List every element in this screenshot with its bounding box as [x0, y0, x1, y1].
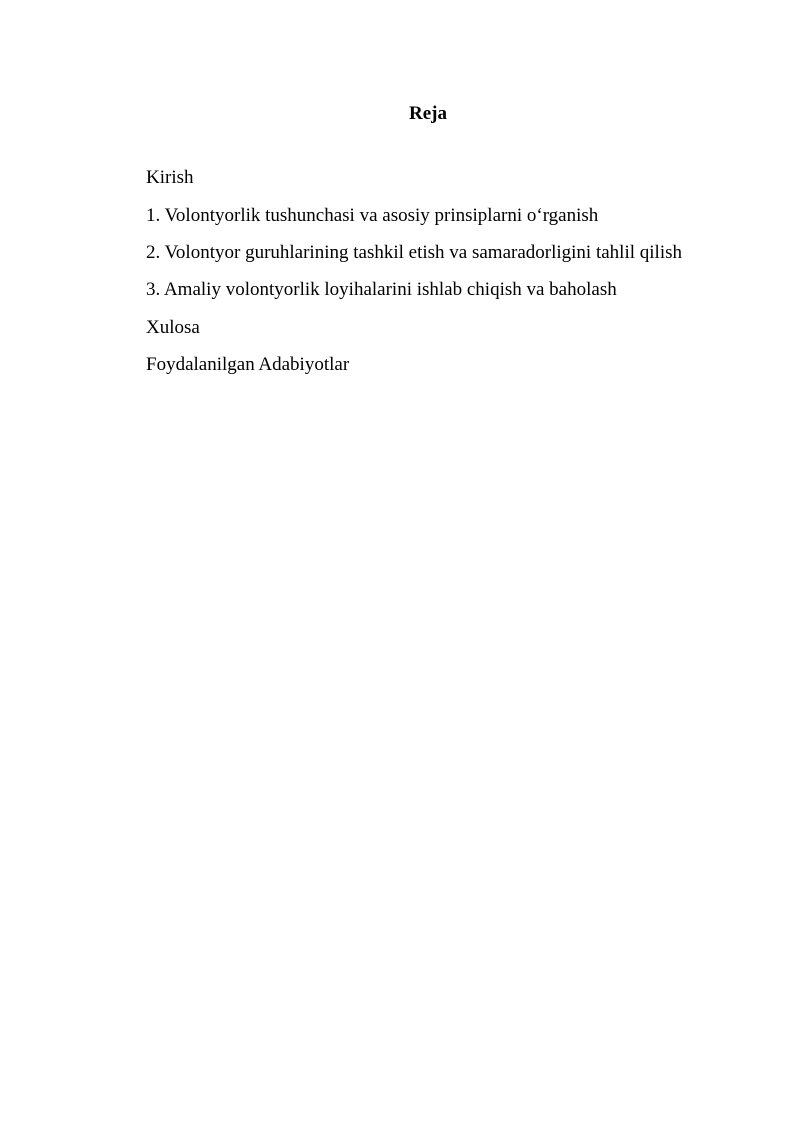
- toc-item-chapter-1: 1. Volontyorlik tushunchasi va asosiy prinsiplarni oʻrganish: [146, 204, 599, 226]
- toc-item-references: Foydalanilgan Adabiyotlar: [146, 354, 350, 375]
- page-title: Reja: [409, 103, 447, 124]
- toc-item-introduction: Kirish: [146, 167, 194, 188]
- toc-item-conclusion: Xulosa: [146, 316, 200, 338]
- table-of-contents: [113, 159, 742, 384]
- toc-item-chapter-2: 2. Volontyor guruhlarining tashkil etish va samaradorligini tahlil qilish: [146, 242, 682, 263]
- toc-item-chapter-3: 3. Amaliy volontyorlik loyihalarini ishlab chiqish va baholash: [146, 279, 617, 300]
